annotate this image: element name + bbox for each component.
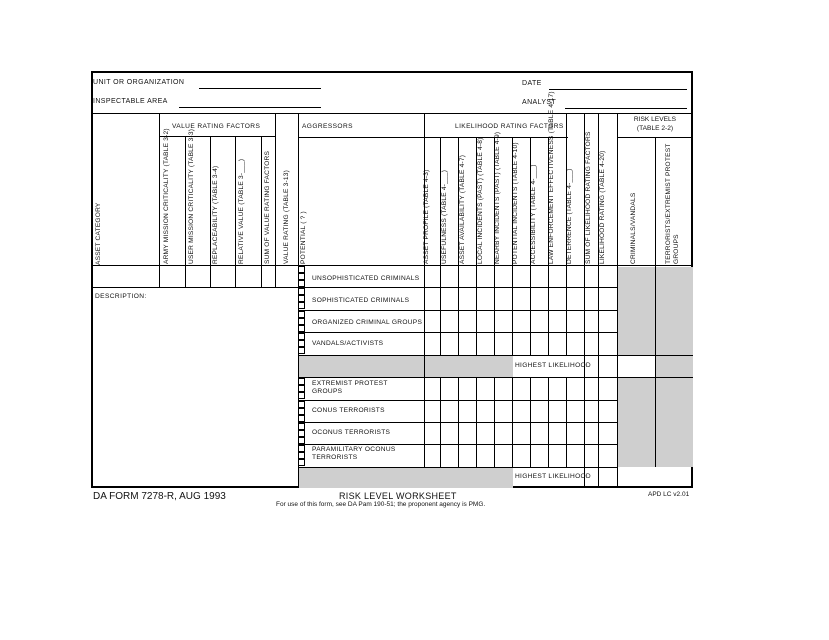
terrorist-row-label: CONUS TERRORISTS <box>312 407 385 414</box>
criminals-vandals-header: CRIMINALS/VANDALS <box>630 192 637 264</box>
terrorists-header: TERRORISTS/EXTREMIST PROTEST GROUPS <box>665 143 680 264</box>
aggressor-row-label: UNSOPHISTICATED CRIMINALS <box>312 275 420 282</box>
likelihood-rating-factors-header: LIKELIHOOD RATING FACTORS <box>455 123 564 130</box>
highest-likelihood-label: HIGHEST LIKELIHOOD <box>515 362 591 369</box>
asset-category-header: ASSET CATEGORY <box>95 202 102 265</box>
accessibility-header: ACCESSIBILITY (TABLE 4-___) <box>530 164 537 264</box>
potential-checkbox[interactable] <box>298 325 305 332</box>
potential-checkbox[interactable] <box>298 385 305 392</box>
potential-checkbox[interactable] <box>298 333 305 340</box>
user-mission-header: USER MISSION CRITICALITY (TABLE 3-3) <box>188 128 195 264</box>
form-note: For use of this form, see DA Pam 190-51; the proponent agency is PMG. <box>276 501 486 508</box>
potential-checkbox[interactable] <box>298 266 305 273</box>
analyst-label: ANALYST <box>522 99 557 106</box>
aggressor-row-label: VANDALS/ACTIVISTS <box>312 340 384 347</box>
terrorist-row-label: OCONUS TERRORISTS <box>312 429 391 436</box>
sum-value-header: SUM OF VALUE RATING FACTORS <box>264 150 271 264</box>
form-version: APD LC v2.01 <box>648 491 690 498</box>
shaded-highest-likelihood-2 <box>298 467 513 488</box>
potential-checkbox[interactable] <box>298 423 305 430</box>
area-label: INSPECTABLE AREA <box>93 98 168 105</box>
potential-checkbox[interactable] <box>298 311 305 318</box>
description-label: DESCRIPTION: <box>95 293 147 300</box>
potential-checkbox[interactable] <box>298 378 305 385</box>
shaded-highest-likelihood-1 <box>298 355 513 377</box>
potential-checkbox[interactable] <box>298 452 305 459</box>
potential-checkbox[interactable] <box>298 302 305 309</box>
value-rating-factors-header: VALUE RATING FACTORS <box>172 123 261 130</box>
unit-label: UNIT OR ORGANIZATION <box>93 79 185 86</box>
deterrence-header: DETERRENCE (TABLE 4-___) <box>566 168 573 264</box>
potential-checkbox[interactable] <box>298 445 305 452</box>
local-incidents-header: LOCAL INCIDENTS (PAST) (TABLE 4-8) <box>477 137 484 264</box>
potential-checkbox[interactable] <box>298 408 305 415</box>
terrorist-row-label: EXTREMIST PROTEST GROUPS <box>312 380 388 395</box>
value-rating-header: VALUE RATING (TABLE 3-13) <box>283 169 290 264</box>
potential-checkbox[interactable] <box>298 295 305 302</box>
potential-checkbox[interactable] <box>298 459 305 466</box>
potential-incidents-header: POTENTIAL INCIDENTS (TABLE 4-10) <box>512 142 519 264</box>
potential-checkbox[interactable] <box>298 392 305 399</box>
potential-checkbox[interactable] <box>298 280 305 287</box>
potential-checkbox[interactable] <box>298 318 305 325</box>
potential-checkbox[interactable] <box>298 430 305 437</box>
risk-levels-header: RISK LEVELS (TABLE 2-2) <box>633 116 677 132</box>
unit-field[interactable] <box>199 88 321 89</box>
law-enforcement-header: LAW ENFORCEMENT EFFECTIVENESS (TABLE 4-17) <box>548 91 555 264</box>
divider <box>93 113 693 114</box>
replaceability-header: REPLACEABILITY (TABLE 3-4) <box>212 165 219 264</box>
potential-checkbox[interactable] <box>298 401 305 408</box>
sum-likelihood-header: SUM OF LIKELIHOOD RATING FACTORS <box>585 131 592 264</box>
date-label: DATE <box>522 80 542 87</box>
potential-checkbox[interactable] <box>298 437 305 444</box>
potential-header: POTENTIAL ( ? ) <box>300 211 307 264</box>
terrorist-row-label: PARAMILITARY OCONUS TERRORISTS <box>312 446 396 461</box>
potential-checkbox[interactable] <box>298 415 305 422</box>
asset-profile-header: ASSET PROFILE (TABLE 4-3) <box>423 169 430 264</box>
nearby-incidents-header: NEARBY INCIDENTS (PAST) (TABLE 4-9) <box>494 131 501 264</box>
potential-checkbox[interactable] <box>298 273 305 280</box>
aggressor-row-label: ORGANIZED CRIMINAL GROUPS <box>312 319 423 326</box>
aggressors-header: AGGRESSORS <box>302 123 353 130</box>
relative-value-header: RELATIVE VALUE (TABLE 3-___) <box>238 158 245 264</box>
usefulness-header: USEFULNESS (TABLE 4-___) <box>441 169 448 264</box>
date-field[interactable] <box>549 89 687 90</box>
army-mission-header: ARMY MISSION CRITICALITY (TABLE 3-2) <box>163 128 170 264</box>
asset-availability-header: ASSET AVAILABILITY (TABLE 4-7) <box>459 154 466 264</box>
inspectable-area-field[interactable] <box>179 107 321 108</box>
form-id: DA FORM 7278-R, AUG 1993 <box>93 491 226 502</box>
highest-likelihood-label: HIGHEST LIKELIHOOD <box>515 473 591 480</box>
risk-level-worksheet-form <box>91 71 693 488</box>
form-title: RISK LEVEL WORKSHEET <box>339 491 457 501</box>
potential-checkbox[interactable] <box>298 288 305 295</box>
potential-checkbox[interactable] <box>298 347 305 354</box>
aggressor-row-label: SOPHISTICATED CRIMINALS <box>312 297 410 304</box>
likelihood-rating-header: LIKELIHOOD RATING (TABLE 4-20) <box>599 150 606 264</box>
potential-checkbox[interactable] <box>298 340 305 347</box>
analyst-field[interactable] <box>565 108 687 109</box>
